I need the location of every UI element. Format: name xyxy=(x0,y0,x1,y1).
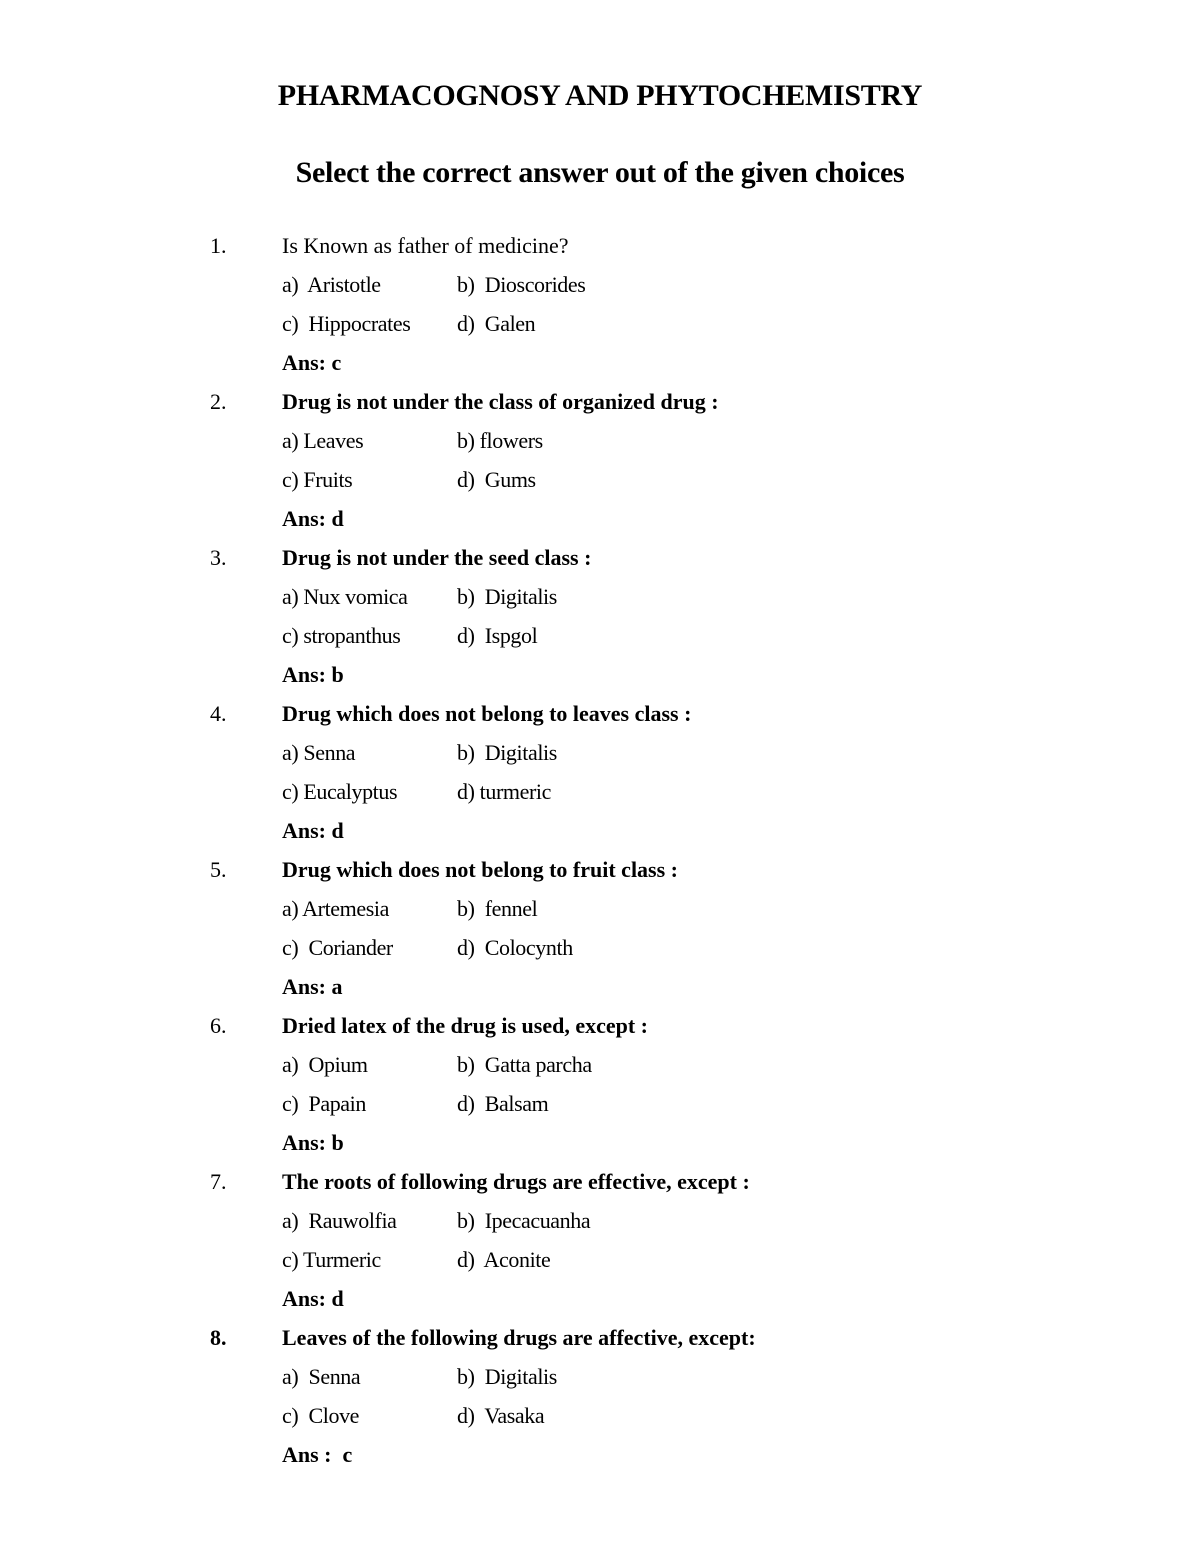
option-a: a) Leaves xyxy=(282,428,364,453)
option-c: c) Clove xyxy=(282,1403,360,1428)
option-b: b) Digitalis xyxy=(457,584,557,609)
question-number: 6. xyxy=(210,1013,227,1038)
page-subtitle: Select the correct answer out of the given choices xyxy=(295,156,905,189)
options-row xyxy=(0,577,1200,616)
question-number: 3. xyxy=(210,545,227,570)
answer-text: Ans: c xyxy=(282,350,342,375)
option-a: a) Opium xyxy=(282,1052,368,1077)
question-item xyxy=(0,850,1200,1006)
option-a: a) Artemesia xyxy=(282,896,389,921)
answer-text: Ans: d xyxy=(282,506,344,531)
question-line xyxy=(0,694,1200,733)
question-line xyxy=(0,1318,1200,1357)
option-d: d) Aconite xyxy=(457,1247,551,1272)
option-d: d) Ispgol xyxy=(457,623,538,648)
question-text: The roots of following drugs are effective, except : xyxy=(282,1169,750,1194)
question-text: Drug is not under the seed class : xyxy=(282,545,592,570)
option-d: d) turmeric xyxy=(457,779,551,804)
answer-line xyxy=(0,343,1200,382)
option-d: d) Galen xyxy=(457,311,536,336)
question-item xyxy=(0,1318,1200,1474)
question-number: 8. xyxy=(210,1325,227,1350)
option-c: c) Papain xyxy=(282,1091,366,1116)
question-item xyxy=(0,226,1200,382)
option-b: b) Digitalis xyxy=(457,1364,557,1389)
answer-line xyxy=(0,655,1200,694)
answer-line xyxy=(0,499,1200,538)
answer-text: Ans: a xyxy=(282,974,343,999)
question-item xyxy=(0,694,1200,850)
options-row xyxy=(0,1084,1200,1123)
option-c: c) Hippocrates xyxy=(282,311,411,336)
option-c: c) Eucalyptus xyxy=(282,779,398,804)
option-b: b) Ipecacuanha xyxy=(457,1208,591,1233)
options-row xyxy=(0,928,1200,967)
question-item xyxy=(0,382,1200,538)
options-row xyxy=(0,1240,1200,1279)
option-d: d) Vasaka xyxy=(457,1403,545,1428)
question-line xyxy=(0,850,1200,889)
option-a: a) Senna xyxy=(282,740,356,765)
options-row xyxy=(0,1201,1200,1240)
question-text: Is Known as father of medicine? xyxy=(282,233,569,258)
option-a: a) Senna xyxy=(282,1364,361,1389)
answer-line xyxy=(0,1279,1200,1318)
question-item xyxy=(0,1006,1200,1162)
options-row xyxy=(0,421,1200,460)
option-d: d) Colocynth xyxy=(457,935,573,960)
options-row xyxy=(0,265,1200,304)
options-row xyxy=(0,304,1200,343)
answer-line xyxy=(0,1435,1200,1474)
question-text: Dried latex of the drug is used, except : xyxy=(282,1013,649,1038)
question-line xyxy=(0,226,1200,265)
option-b: b) Gatta parcha xyxy=(457,1052,592,1077)
option-a: a) Aristotle xyxy=(282,272,381,297)
option-c: c) Coriander xyxy=(282,935,393,960)
answer-text: Ans: b xyxy=(282,1130,344,1155)
question-line xyxy=(0,382,1200,421)
question-item xyxy=(0,1162,1200,1318)
answer-line xyxy=(0,967,1200,1006)
question-number: 4. xyxy=(210,701,227,726)
question-line xyxy=(0,538,1200,577)
question-text: Drug is not under the class of organized drug : xyxy=(282,389,719,414)
option-b: b) fennel xyxy=(457,896,538,921)
answer-line xyxy=(0,811,1200,850)
answer-line xyxy=(0,1123,1200,1162)
option-c: c) Fruits xyxy=(282,467,353,492)
options-row xyxy=(0,1045,1200,1084)
question-number: 2. xyxy=(210,389,227,414)
answer-text: Ans : c xyxy=(282,1442,353,1467)
question-number: 5. xyxy=(210,857,227,882)
option-b: b) Dioscorides xyxy=(457,272,586,297)
answer-text: Ans: d xyxy=(282,1286,344,1311)
options-row xyxy=(0,889,1200,928)
option-a: a) Rauwolfia xyxy=(282,1208,397,1233)
question-number: 1. xyxy=(210,233,227,258)
option-a: a) Nux vomica xyxy=(282,584,408,609)
options-row xyxy=(0,1396,1200,1435)
answer-text: Ans: b xyxy=(282,662,344,687)
option-b: b) flowers xyxy=(457,428,543,453)
page-title: PHARMACOGNOSY AND PHYTOCHEMISTRY xyxy=(277,79,923,112)
answer-text: Ans: d xyxy=(282,818,344,843)
options-row xyxy=(0,1357,1200,1396)
option-b: b) Digitalis xyxy=(457,740,557,765)
question-list xyxy=(0,226,1200,1474)
option-c: c) stropanthus xyxy=(282,623,401,648)
options-row xyxy=(0,460,1200,499)
options-row xyxy=(0,772,1200,811)
question-text: Drug which does not belong to fruit class : xyxy=(282,857,679,882)
question-item xyxy=(0,538,1200,694)
question-line xyxy=(0,1006,1200,1045)
question-number: 7. xyxy=(210,1169,227,1194)
question-text: Drug which does not belong to leaves class : xyxy=(282,701,692,726)
option-c: c) Turmeric xyxy=(282,1247,381,1272)
options-row xyxy=(0,733,1200,772)
options-row xyxy=(0,616,1200,655)
question-line xyxy=(0,1162,1200,1201)
option-d: d) Gums xyxy=(457,467,536,492)
option-d: d) Balsam xyxy=(457,1091,549,1116)
question-text: Leaves of the following drugs are affective, except: xyxy=(282,1325,756,1350)
